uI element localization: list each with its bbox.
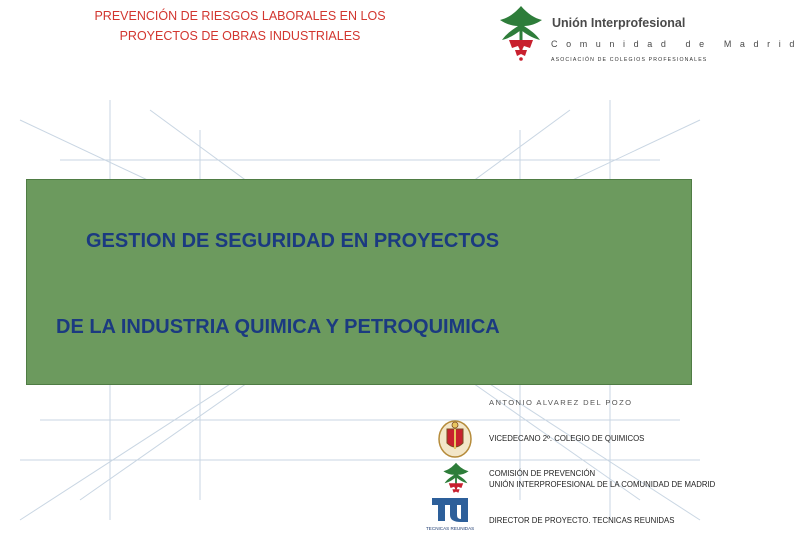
- credit-role-colegio: VICEDECANO 2º. COLEGIO DE QUIMICOS: [489, 434, 645, 443]
- leaf-emblem-small-icon: [441, 461, 471, 497]
- coat-of-arms-icon: [437, 419, 473, 459]
- author-name: ANTONIO ALVAREZ DEL POZO: [489, 398, 633, 407]
- credit-role-union: UNIÓN INTERPROFESIONAL DE LA COMUNIDAD DE MADRID: [489, 480, 716, 489]
- banner-title-line2: DE LA INDUSTRIA QUIMICA Y PETROQUIMICA: [56, 316, 500, 338]
- org-subtitle: Comunidad de Madrid: [551, 39, 803, 49]
- title-banner: [26, 179, 692, 385]
- header-title-line1: PREVENCIÓN DE RIESGOS LABORALES EN LOS: [94, 9, 386, 23]
- leaf-emblem-icon: [496, 4, 546, 62]
- banner-title-line1: GESTION DE SEGURIDAD EN PROYECTOS: [86, 230, 500, 252]
- header-title-line2: PROYECTOS DE OBRAS INDUSTRIALES: [119, 29, 361, 43]
- credit-role-comision: COMISIÓN DE PREVENCIÓN: [489, 469, 596, 478]
- org-association: ASOCIACIÓN DE COLEGIOS PROFESIONALES: [551, 57, 708, 63]
- org-name: Unión Interprofesional: [552, 16, 686, 30]
- credit-role-director: DIRECTOR DE PROYECTO. TECNICAS REUNIDAS: [489, 516, 675, 525]
- tecnicas-reunidas-caption: TECNICAS REUNIDAS: [426, 526, 475, 531]
